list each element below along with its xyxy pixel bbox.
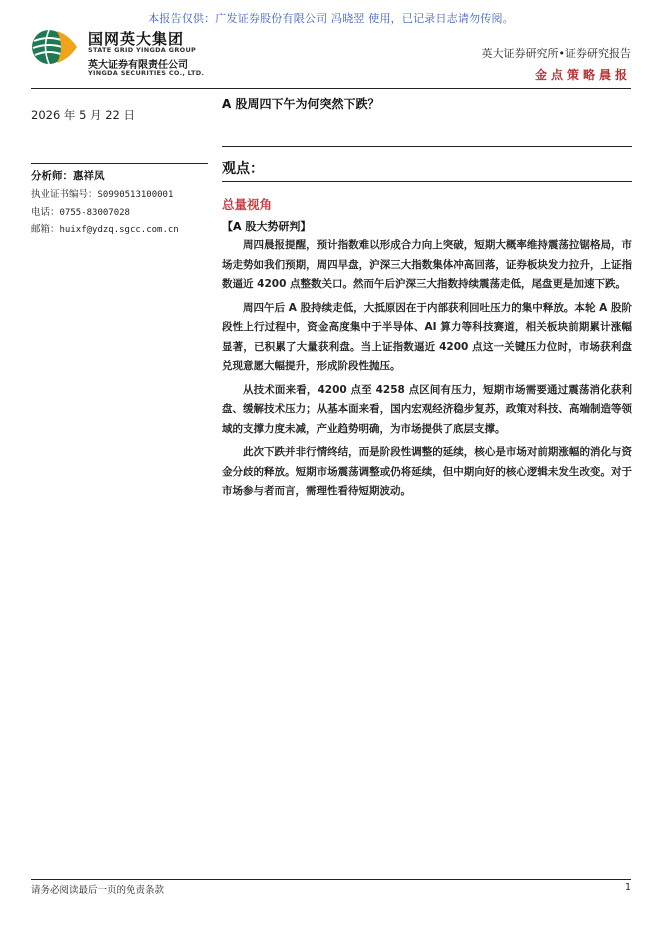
email-label: 邮箱： xyxy=(31,224,60,235)
phone-value: 0755-83007028 xyxy=(59,208,130,218)
license-value: S0990513100001 xyxy=(97,190,174,200)
email-value: huixf@ydzq.sgcc.com.cn xyxy=(59,225,179,235)
disclaimer-note: 请务必阅读最后一页的免责条款 xyxy=(31,885,165,896)
analyst-name: 分析师：惠祥凤 xyxy=(31,170,105,182)
watermark-notice: 本报告仅供：广发证券股份有限公司 冯晓翌 使用，已记录日志请勿传阅。 xyxy=(148,12,514,25)
view-label: 观点： xyxy=(222,161,264,177)
title-divider xyxy=(222,146,632,147)
report-date: 2026 年 5 月 22 日 xyxy=(31,108,135,122)
brand-name-cn: 国网英大集团 xyxy=(88,30,185,48)
company-name-en: YINGDA SECURITIES CO., LTD. xyxy=(88,69,205,77)
sub-title: 【A 股大势研判】 xyxy=(222,220,312,233)
report-type: 金点策略晨报 xyxy=(534,68,631,82)
footer-divider xyxy=(31,879,631,880)
phone-number xyxy=(31,204,130,218)
paragraph: 此次下跌并非行情终结，而是阶段性调整的延续，核心是市场对前期涨幅的消化与资金分歧的释放。短期市场震荡调整或仍将延续，但中期向好的核心逻辑未发生改变。对于市场参与者而言，需理性看待短期波动。 xyxy=(222,446,632,497)
header-divider xyxy=(31,88,631,89)
phone-label: 电话： xyxy=(31,207,60,218)
analyst-divider xyxy=(31,163,208,164)
paragraph: 从技术面来看，4200 点至 4258 点区间有压力，短期市场需要通过震荡消化获利盘、缓解技术压力；从基本面来看，国内宏观经济稳步复苏，政策对科技、高端制造等领域的支撑力度未减，产业趋势明确，为市场提供了底层支撑。 xyxy=(222,383,632,435)
report-body xyxy=(222,236,632,506)
view-divider xyxy=(222,181,632,182)
section-title: 总量视角 xyxy=(222,197,273,212)
paragraph: 周四午后 A 股持续走低，大抵原因在于内部获利回吐压力的集中释放。本轮 A 股阶段性上行过程中，资金高度集中于半导体、AI 算力等科技赛道，相关板块前期累计涨幅显著，已积累了大量获利盘。当上证指数逼近 4200 点这一关键压力位时，市场获利盘兑现意愿大幅提升，形成阶段性抛压。 xyxy=(222,301,632,372)
license-label: 执业证书编号： xyxy=(31,189,98,200)
company-name-cn: 英大证券有限责任公司 xyxy=(88,60,188,71)
license-number xyxy=(31,186,173,200)
page-number: 1 xyxy=(624,882,631,893)
brand-name-en: STATE GRID YINGDA GROUP xyxy=(88,46,197,54)
paragraph: 周四晨报提醒，预计指数难以形成合力向上突破，短期大概率维持震荡拉锯格局，市场走势如我们预期，周四早盘，沪深三大指数集体冲高回落，证券板块发力拉升，上证指数逼近 4200 点整数关口。然而午后沪深三大指数持续震荡走低，尾盘更是加速下跌。 xyxy=(222,239,632,290)
institute-label: 英大证券研究所•证券研究报告 xyxy=(481,47,631,60)
state-grid-logo-icon xyxy=(31,27,79,67)
email-address xyxy=(31,221,179,235)
report-title: A 股周四下午为何突然下跌？ xyxy=(222,97,380,111)
